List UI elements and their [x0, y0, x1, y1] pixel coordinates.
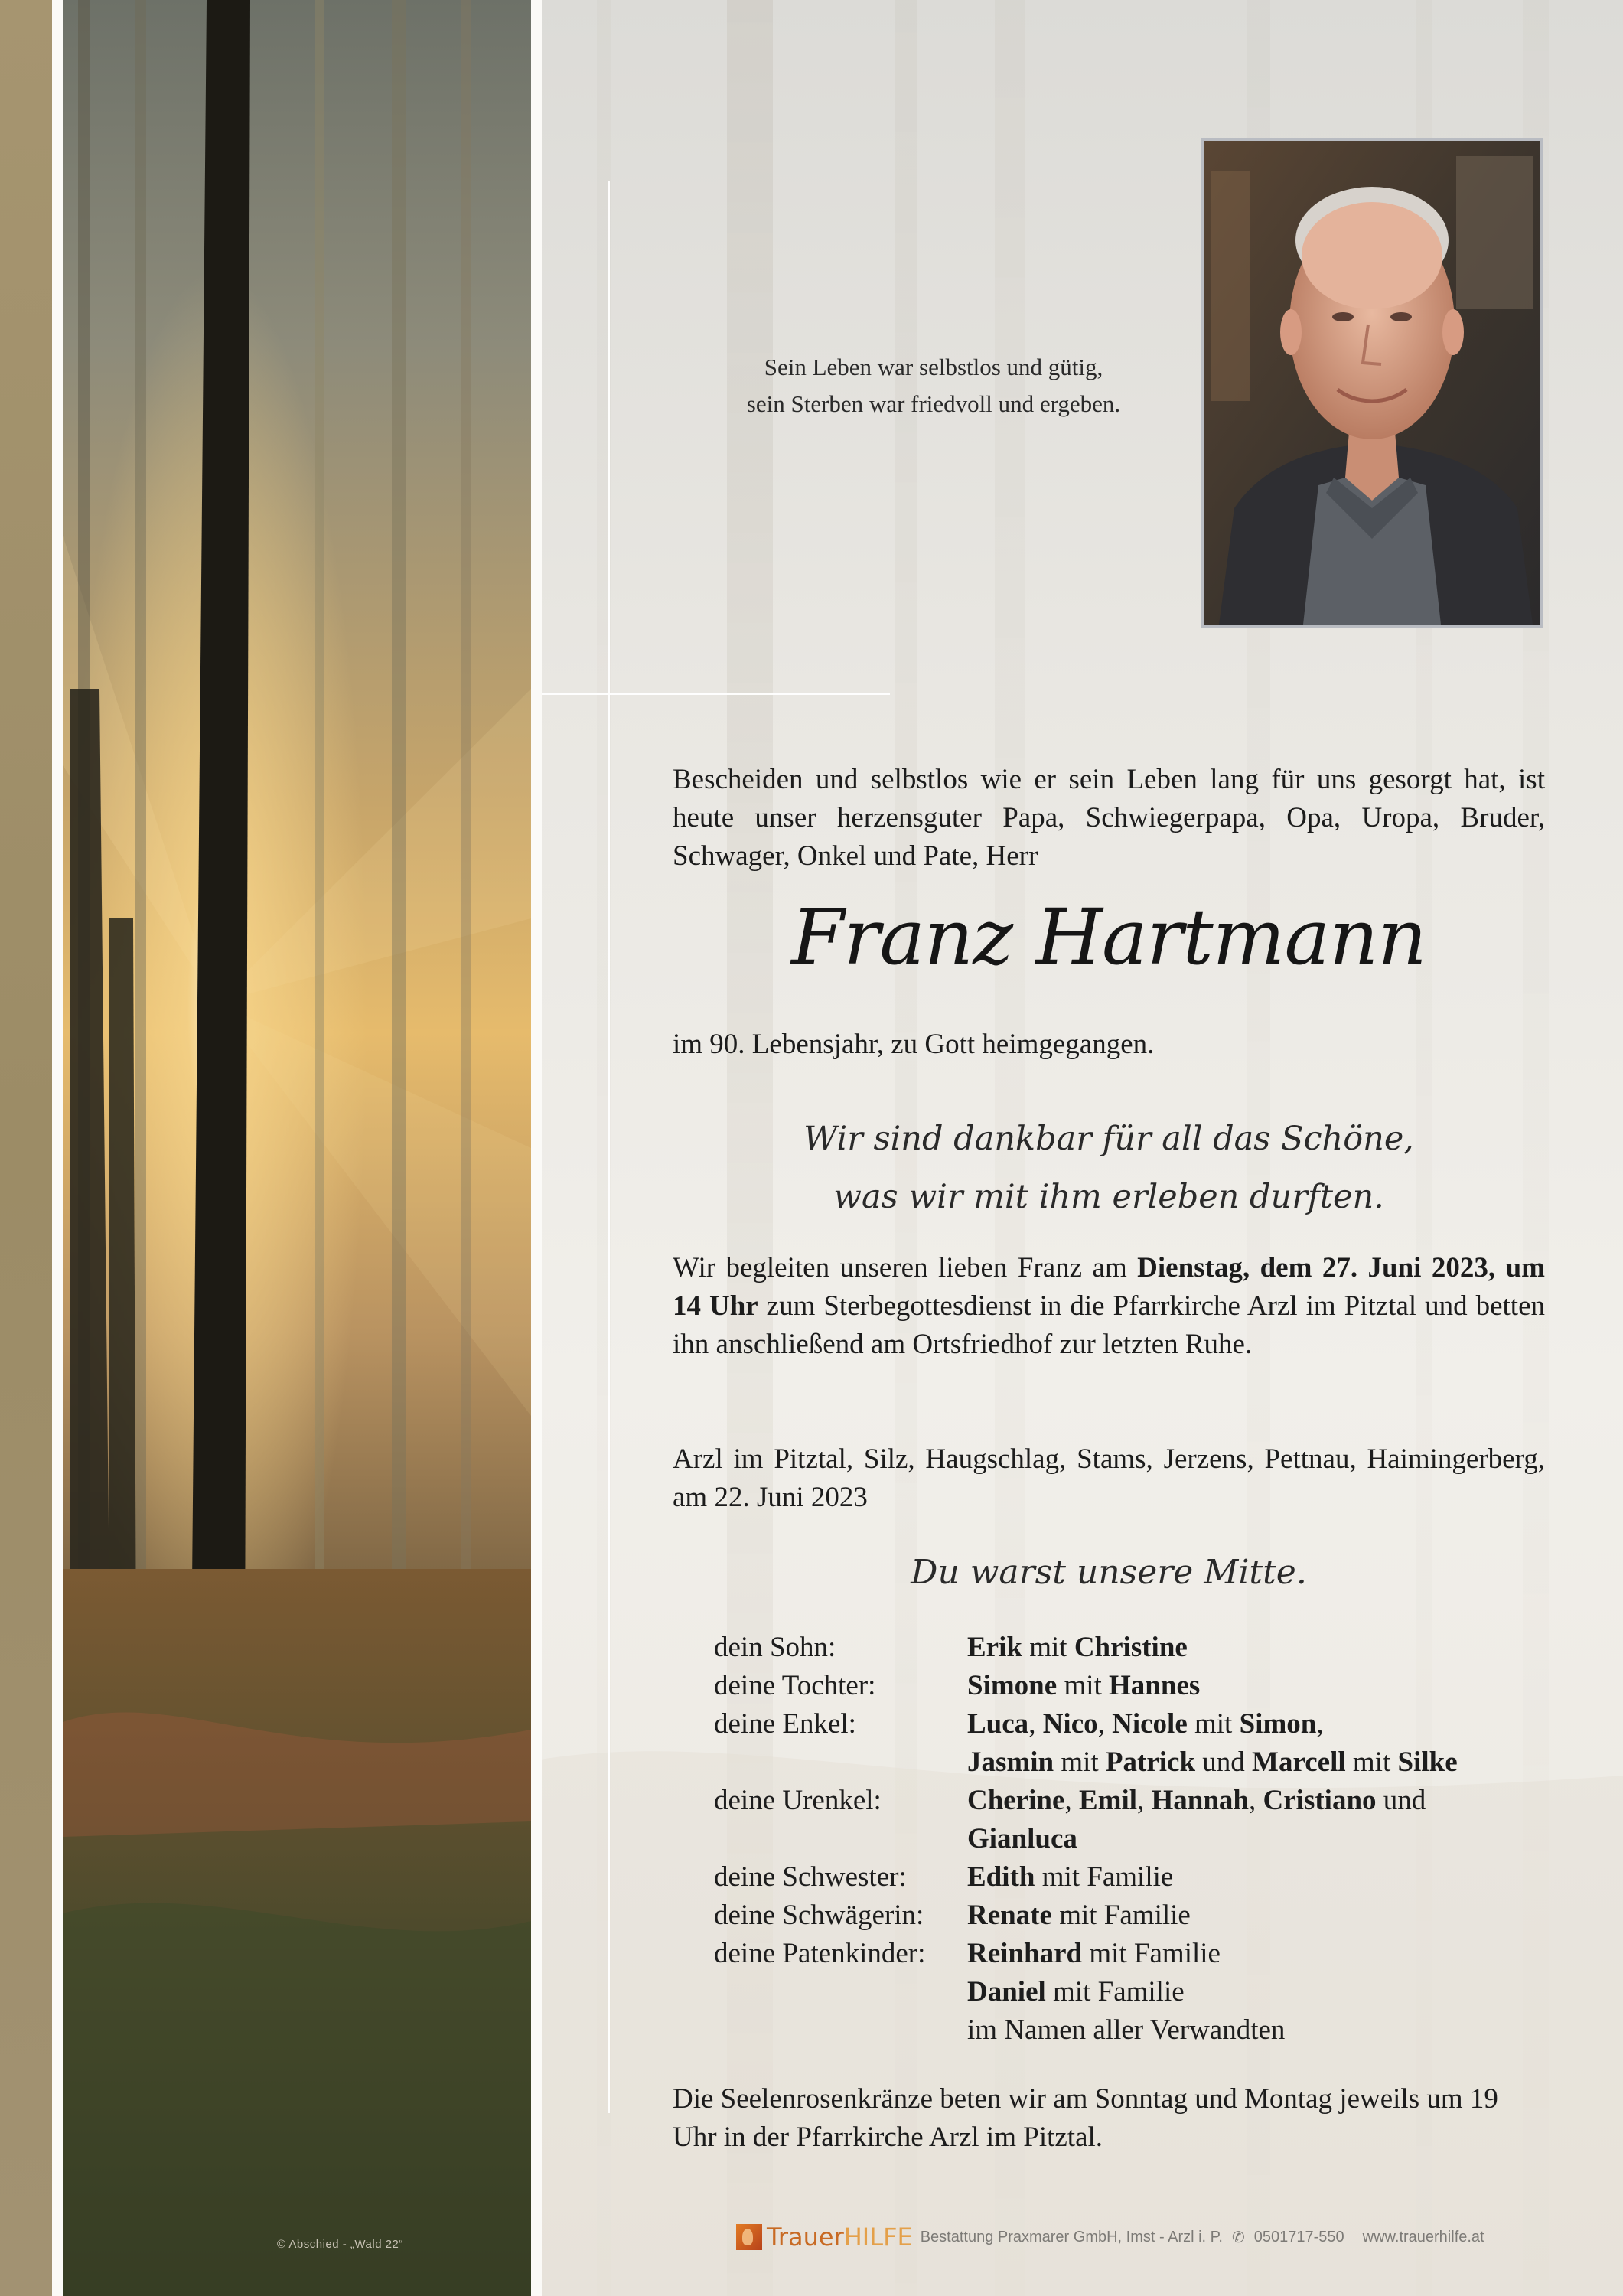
mourner-row — [714, 1629, 1549, 1667]
brand-name-part2: HILFE — [843, 2223, 913, 2252]
website-link[interactable]: www.trauerhilfe.at — [1362, 2228, 1484, 2245]
mourner-row — [714, 1782, 1549, 1858]
relation-label: deine Patenkinder: — [714, 1938, 926, 1969]
quote-line-2: was wir mit ihm erleben durften. — [833, 1178, 1384, 1216]
relation-label: deine Schwester: — [714, 1861, 907, 1893]
white-border-left — [52, 0, 63, 2296]
image-credit: © Abschied - „Wald 22“ — [277, 2238, 403, 2251]
forest-sunrise-image — [63, 0, 531, 2296]
mourner-names: Luca, Nico, Nicole mit Simon, Jasmin mit Patrick und Marcell mit Silke — [967, 1708, 1458, 1778]
funeral-details — [673, 1249, 1545, 1364]
gratitude-quote — [673, 1110, 1545, 1226]
funeral-text-post: zum Sterbegottesdienst in die Pfarrkirche Arzl im Pitztal und betten ihn anschließend am Ortsfriedhof zur letzten Ruhe. — [673, 1290, 1545, 1360]
mourner-names: Erik mit Christine — [967, 1632, 1188, 1663]
funeral-text-pre: Wir begleiten unseren lieben Franz am — [673, 1252, 1138, 1283]
trauerhilfe-logo-icon — [736, 2224, 762, 2250]
gold-side-stripe — [0, 0, 52, 2296]
company-name: Bestattung Praxmarer GmbH, Imst - Arzl i. P. — [920, 2228, 1223, 2245]
relation-label: deine Urenkel: — [714, 1785, 882, 1816]
mourner-names: Simone mit Hannes — [967, 1670, 1201, 1701]
announcement-intro: Bescheiden und selbstlos wie er sein Leben lang für uns gesorgt hat, ist heute unser herzensguter Papa, Schwiegerpapa, Opa, Uropa, Bruder, Schwager, Onkel und Pate, Herr — [673, 764, 1545, 872]
mourners-list — [714, 1629, 1549, 2050]
closing-relatives: im Namen aller Verwandten — [967, 2014, 1286, 2046]
mourner-row — [714, 1935, 1549, 2050]
motto-line-1: Sein Leben war selbstlos und gütig, — [764, 354, 1103, 380]
mourner-names: Edith mit Familie — [967, 1861, 1174, 1893]
place-and-date: Arzl im Pitztal, Silz, Haugschlag, Stams, Jerzens, Pettnau, Haimingerberg, am 22. Juni 2023 — [673, 1443, 1545, 1513]
brand-name-part1: Trauer — [767, 2223, 844, 2252]
relation-label: dein Sohn: — [714, 1632, 836, 1663]
relation-label: deine Tochter: — [714, 1670, 876, 1701]
age-line: im 90. Lebensjahr, zu Gott heimgegangen. — [673, 1029, 1155, 1060]
portrait-photo — [1201, 138, 1543, 628]
funeral-date: Dienstag, dem 27. Juni 2023, um 14 Uhr — [673, 1252, 1545, 1322]
mourner-names: Cherine, Emil, Hannah, Cristiano und Gianluca — [967, 1785, 1426, 1854]
relation-label: deine Enkel: — [714, 1708, 856, 1740]
rosary-info: Die Seelenrosenkränze beten wir am Sonntag und Montag jeweils um 19 Uhr in der Pfarrkirche Arzl im Pitztal. — [673, 2083, 1498, 2153]
cross-horizontal-line — [542, 693, 890, 695]
deceased-name: Franz Hartmann — [791, 892, 1426, 982]
white-border-right — [531, 0, 542, 2296]
closing-motto: Du warst unsere Mitte. — [911, 1553, 1307, 1592]
phone-number: 0501717-550 — [1253, 2228, 1344, 2245]
mourner-row — [714, 1896, 1549, 1935]
mourner-row — [714, 1705, 1549, 1782]
mourner-row — [714, 1858, 1549, 1896]
cross-vertical-line — [608, 181, 610, 2113]
motto-line-2: sein Sterben war friedvoll und ergeben. — [746, 390, 1121, 417]
motto — [673, 349, 1194, 422]
mourner-names: Reinhard mit Familie Daniel mit Familie im Namen aller Verwandten — [967, 1938, 1286, 2046]
relation-label: deine Schwägerin: — [714, 1900, 924, 1931]
mourner-row — [714, 1667, 1549, 1705]
quote-line-1: Wir sind dankbar für all das Schöne, — [803, 1120, 1414, 1158]
phone-icon: ✆ — [1232, 2229, 1245, 2246]
footer — [736, 2224, 1484, 2250]
mourner-names: Renate mit Familie — [967, 1900, 1191, 1931]
